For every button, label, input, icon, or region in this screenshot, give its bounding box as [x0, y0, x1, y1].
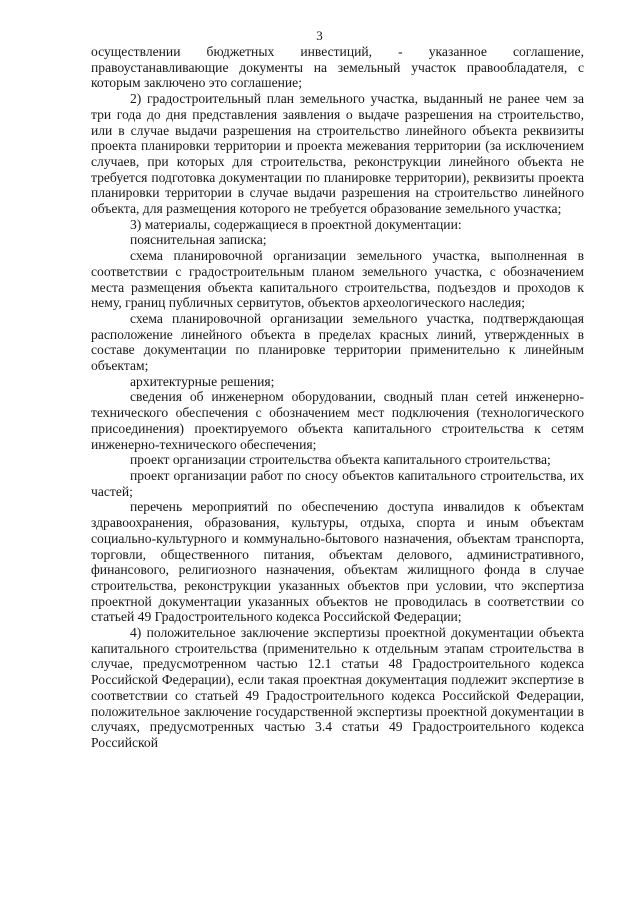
paragraph-item-3-materials: 3) материалы, содержащиеся в проектной документации:	[130, 216, 462, 232]
paragraph-accessibility-measures: перечень мероприятий по обеспечению доступа инвалидов к объектам здравоохранения, образования, культуры, отдыха, спорта и иным объектам социально-культурного и коммунально-бытового назначения, объектам транспорта, торговли, общественного питания, объектам делового, административного, финансового, религиозного назначения, объектам жилищного фонда в случае строительства, реконструкции указанных объектов при условии, что экспертиза проектной документации указанных объектов не проводилась в соответствии со статьей 49 Градостроительного кодекса Российской Федерации;	[91, 499, 584, 625]
paragraph-architectural-solutions: архитектурные решения;	[130, 373, 275, 389]
paragraph-linear-object-scheme: схема планировочной организации земельного участка, подтверждающая расположение линейного объекта в пределах красных линий, утвержденных в составе документации по планировке территории применительно к линейным объектам;	[91, 310, 584, 374]
paragraph-item-4-expertise: 4) положительное заключение экспертизы проектной документации объекта капитального строительства (применительно к отдельным этапам строительства в случае, предусмотренном частью 12.1 статьи 48 Градостроительного кодекса Российской Федерации), если такая проектная документация подлежит экспертизе в соответствии со статьей 49 Градостроительного кодекса Российской Федерации, положительное заключение государственной экспертизы проектной документации в случаях, предусмотренных частью 3.4 статьи 49 Градостроительного кодекса Российской	[91, 625, 584, 750]
page-number: 3	[316, 28, 323, 43]
paragraph-construction-organization: проект организации строительства объекта капитального строительства;	[130, 452, 551, 468]
paragraph-item-2-urban-plan: 2) градостроительный план земельного участка, выданный не ранее чем за три года до дня представления заявления о выдаче разрешения на строительство, или в случае выдачи разрешения на строительство линейного объекта реквизиты проекта планировки территории и проекта межевания территории (за исключением случаев, при которых для строительства, реконструкции линейного объекта не требуется подготовка документации по планировке территории), реквизиты проекта планировки территории в случае выдачи разрешения на строительство линейного объекта, для размещения которого не требуется образование земельного участка;	[91, 91, 584, 217]
paragraph-engineering-equipment: сведения об инженерном оборудовании, сводный план сетей инженерно-технического обеспечения с обозначением мест подключения (технологического присоединения) проектируемого объекта капитального строительства к сетям инженерно-технического обеспечения;	[91, 389, 584, 452]
paragraph-site-plan-scheme: схема планировочной организации земельного участка, выполненная в соответствии с градостроительным планом земельного участка, с обозначением места размещения объекта капитального строительства, подъездов и проходов к нему, границ публичных сервитутов, объектов археологического наследия;	[91, 248, 584, 311]
paragraph-investments: осуществлении бюджетных инвестиций, - указанное соглашение, правоустанавливающие документы на земельный участок правообладателя, с которым заключено это соглашение;	[91, 44, 584, 91]
document-body	[91, 44, 584, 751]
paragraph-demolition-organization: проект организации работ по сносу объектов капитального строительства, их частей;	[91, 467, 584, 499]
paragraph-explanatory-note: пояснительная записка;	[130, 232, 267, 248]
